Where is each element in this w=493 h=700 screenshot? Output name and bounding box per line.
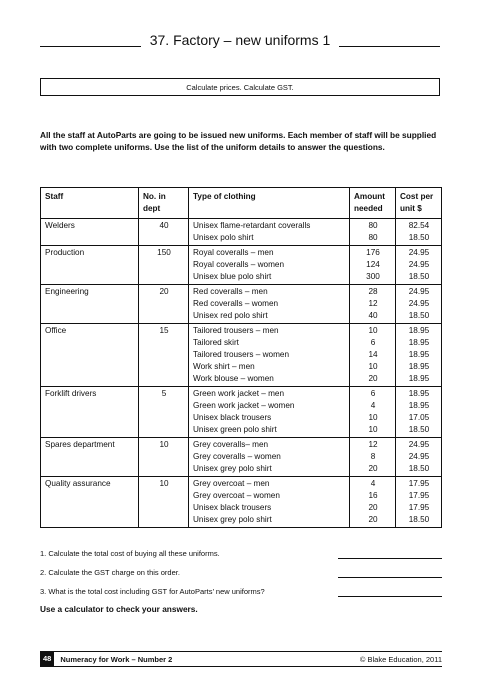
dept-count: 40 <box>159 221 169 230</box>
cost-value: 17.05 <box>408 413 430 422</box>
clothing-item: Grey overcoat – women <box>193 491 280 500</box>
copyright: © Blake Education, 2011 <box>359 654 442 664</box>
question-text: 1. Calculate the total cost of buying all these uniforms. <box>40 549 220 558</box>
cost-value: 24.95 <box>408 260 430 269</box>
header-cost: Cost per unit $ <box>396 188 442 219</box>
cost-value: 24.95 <box>408 248 430 257</box>
staff-cell <box>41 219 139 246</box>
staff-cell <box>41 324 139 387</box>
clothing-item: Work blouse – women <box>193 374 274 383</box>
staff-cell <box>41 438 139 477</box>
clothing-cell <box>189 387 350 438</box>
clothing-item: Unisex black trousers <box>193 503 272 512</box>
amount-value: 10 <box>368 326 378 335</box>
cost-value: 82.54 <box>408 221 430 230</box>
cost-value: 17.95 <box>408 491 430 500</box>
clothing-item: Unisex black trousers <box>193 413 272 422</box>
table-row <box>41 246 442 285</box>
amount-value: 20 <box>368 515 378 524</box>
dept-count: 150 <box>157 248 171 257</box>
question-row <box>40 544 442 563</box>
header-amount: Amount needed <box>350 188 396 219</box>
clothing-cell <box>189 219 350 246</box>
dept-count: 10 <box>159 479 169 488</box>
amount-value: 10 <box>368 362 378 371</box>
amount-cell <box>350 324 396 387</box>
cost-value: 18.95 <box>408 374 430 383</box>
cost-value: 18.95 <box>408 401 430 410</box>
staff-name: Spares department <box>45 440 115 449</box>
amount-cell <box>350 246 396 285</box>
amount-value: 20 <box>368 374 378 383</box>
staff-name: Production <box>45 248 85 257</box>
amount-value: 4 <box>370 401 376 410</box>
dept-count-cell <box>139 285 189 324</box>
cost-value: 18.50 <box>408 464 430 473</box>
table-header-row <box>41 188 442 219</box>
amount-value: 28 <box>368 287 378 296</box>
amount-cell <box>350 285 396 324</box>
cost-value: 18.50 <box>408 272 430 281</box>
answer-line <box>338 596 442 597</box>
cost-cell <box>396 324 442 387</box>
dept-count: 15 <box>159 326 169 335</box>
staff-cell <box>41 387 139 438</box>
cost-value: 18.50 <box>408 311 430 320</box>
answer-line <box>338 558 442 559</box>
cost-value: 24.95 <box>408 299 430 308</box>
cost-value: 18.50 <box>408 233 430 242</box>
staff-cell <box>41 285 139 324</box>
dept-count: 5 <box>161 389 167 398</box>
instruction-box: Calculate prices. Calculate GST. <box>40 78 440 96</box>
amount-value: 80 <box>368 221 378 230</box>
amount-cell <box>350 438 396 477</box>
amount-value: 300 <box>366 272 380 281</box>
amount-cell <box>350 219 396 246</box>
staff-name: Welders <box>45 221 75 230</box>
dept-count: 10 <box>159 440 169 449</box>
clothing-cell <box>189 324 350 387</box>
cost-value: 24.95 <box>408 452 430 461</box>
intro-paragraph: All the staff at AutoParts are going to be issued new uniforms. Each member of staff will be supplied with two complete uniforms. Use the list of the uniform details to answer the questions. <box>40 130 437 152</box>
clothing-item: Tailored trousers – men <box>193 326 279 335</box>
amount-value: 10 <box>368 425 378 434</box>
staff-name: Forklift drivers <box>45 389 97 398</box>
cost-value: 18.50 <box>408 515 430 524</box>
clothing-item: Unisex flame-retardant coveralls <box>193 221 311 230</box>
cost-value: 18.95 <box>408 389 430 398</box>
clothing-item: Grey coveralls – women <box>193 452 281 461</box>
amount-value: 6 <box>370 389 376 398</box>
title-rule-left <box>40 46 141 47</box>
clothing-item: Royal coveralls – men <box>193 248 274 257</box>
clothing-item: Unisex blue polo shirt <box>193 272 272 281</box>
staff-cell <box>41 246 139 285</box>
staff-cell <box>41 477 139 528</box>
dept-count-cell <box>139 219 189 246</box>
amount-value: 176 <box>366 248 380 257</box>
cost-value: 18.95 <box>408 326 430 335</box>
table-row <box>41 324 442 387</box>
dept-count-cell <box>139 246 189 285</box>
cost-value: 17.95 <box>408 479 430 488</box>
clothing-item: Royal coveralls – women <box>193 260 285 269</box>
staff-name: Office <box>45 326 67 335</box>
cost-cell <box>396 285 442 324</box>
header-staff: Staff <box>41 188 139 219</box>
uniform-table <box>40 187 442 528</box>
cost-cell <box>396 477 442 528</box>
clothing-item: Unisex grey polo shirt <box>193 515 272 524</box>
amount-value: 10 <box>368 413 378 422</box>
clothing-cell <box>189 438 350 477</box>
header-dept: No. in dept <box>139 188 189 219</box>
question-text: 3. What is the total cost including GST for AutoParts’ new uniforms? <box>40 587 265 596</box>
staff-name: Quality assurance <box>45 479 111 488</box>
table-row <box>41 438 442 477</box>
amount-value: 12 <box>368 440 378 449</box>
cost-value: 24.95 <box>408 440 430 449</box>
amount-value: 20 <box>368 503 378 512</box>
amount-cell <box>350 477 396 528</box>
amount-value: 16 <box>368 491 378 500</box>
clothing-item: Grey overcoat – men <box>193 479 270 488</box>
table-row <box>41 387 442 438</box>
clothing-item: Red coveralls – men <box>193 287 268 296</box>
cost-value: 24.95 <box>408 287 430 296</box>
amount-value: 14 <box>368 350 378 359</box>
calculator-note: Use a calculator to check your answers. <box>40 604 198 614</box>
cost-cell <box>396 438 442 477</box>
page-title-row <box>40 30 440 50</box>
question-row <box>40 582 442 601</box>
clothing-cell <box>189 246 350 285</box>
question-text: 2. Calculate the GST charge on this order. <box>40 568 180 577</box>
table-row <box>41 477 442 528</box>
amount-value: 20 <box>368 464 378 473</box>
series-title: Numeracy for Work – Number 2 <box>60 654 173 664</box>
page-number: 48 <box>40 652 54 666</box>
clothing-item: Grey coveralls– men <box>193 440 269 449</box>
header-clothing: Type of clothing <box>189 188 350 219</box>
title-rule-right <box>339 46 440 47</box>
clothing-item: Unisex polo shirt <box>193 233 254 242</box>
cost-value: 18.95 <box>408 362 430 371</box>
cost-cell <box>396 387 442 438</box>
cost-value: 18.50 <box>408 425 430 434</box>
clothing-item: Work shirt – men <box>193 362 255 371</box>
clothing-item: Green work jacket – men <box>193 389 285 398</box>
dept-count-cell <box>139 438 189 477</box>
amount-value: 6 <box>370 338 376 347</box>
clothing-item: Unisex red polo shirt <box>193 311 268 320</box>
dept-count: 20 <box>159 287 169 296</box>
clothing-item: Unisex green polo shirt <box>193 425 277 434</box>
clothing-item: Unisex grey polo shirt <box>193 464 272 473</box>
cost-value: 18.95 <box>408 350 430 359</box>
clothing-item: Red coveralls – women <box>193 299 279 308</box>
dept-count-cell <box>139 387 189 438</box>
staff-name: Engineering <box>45 287 89 296</box>
amount-value: 8 <box>370 452 376 461</box>
answer-line <box>338 577 442 578</box>
cost-value: 17.95 <box>408 503 430 512</box>
dept-count-cell <box>139 477 189 528</box>
amount-value: 40 <box>368 311 378 320</box>
clothing-item: Green work jacket – women <box>193 401 295 410</box>
cost-cell <box>396 219 442 246</box>
table-row <box>41 285 442 324</box>
amount-value: 80 <box>368 233 378 242</box>
amount-cell <box>350 387 396 438</box>
table-row <box>41 219 442 246</box>
amount-value: 124 <box>366 260 380 269</box>
amount-value: 12 <box>368 299 378 308</box>
clothing-cell <box>189 285 350 324</box>
clothing-item: Tailored trousers – women <box>193 350 290 359</box>
page-footer <box>40 651 442 667</box>
cost-value: 18.95 <box>408 338 430 347</box>
page-title: 37. Factory – new uniforms 1 <box>149 32 331 48</box>
dept-count-cell <box>139 324 189 387</box>
footer-left <box>40 652 172 666</box>
question-row <box>40 563 442 582</box>
cost-cell <box>396 246 442 285</box>
amount-value: 4 <box>370 479 376 488</box>
questions <box>40 544 442 601</box>
clothing-cell <box>189 477 350 528</box>
clothing-item: Tailored skirt <box>193 338 239 347</box>
